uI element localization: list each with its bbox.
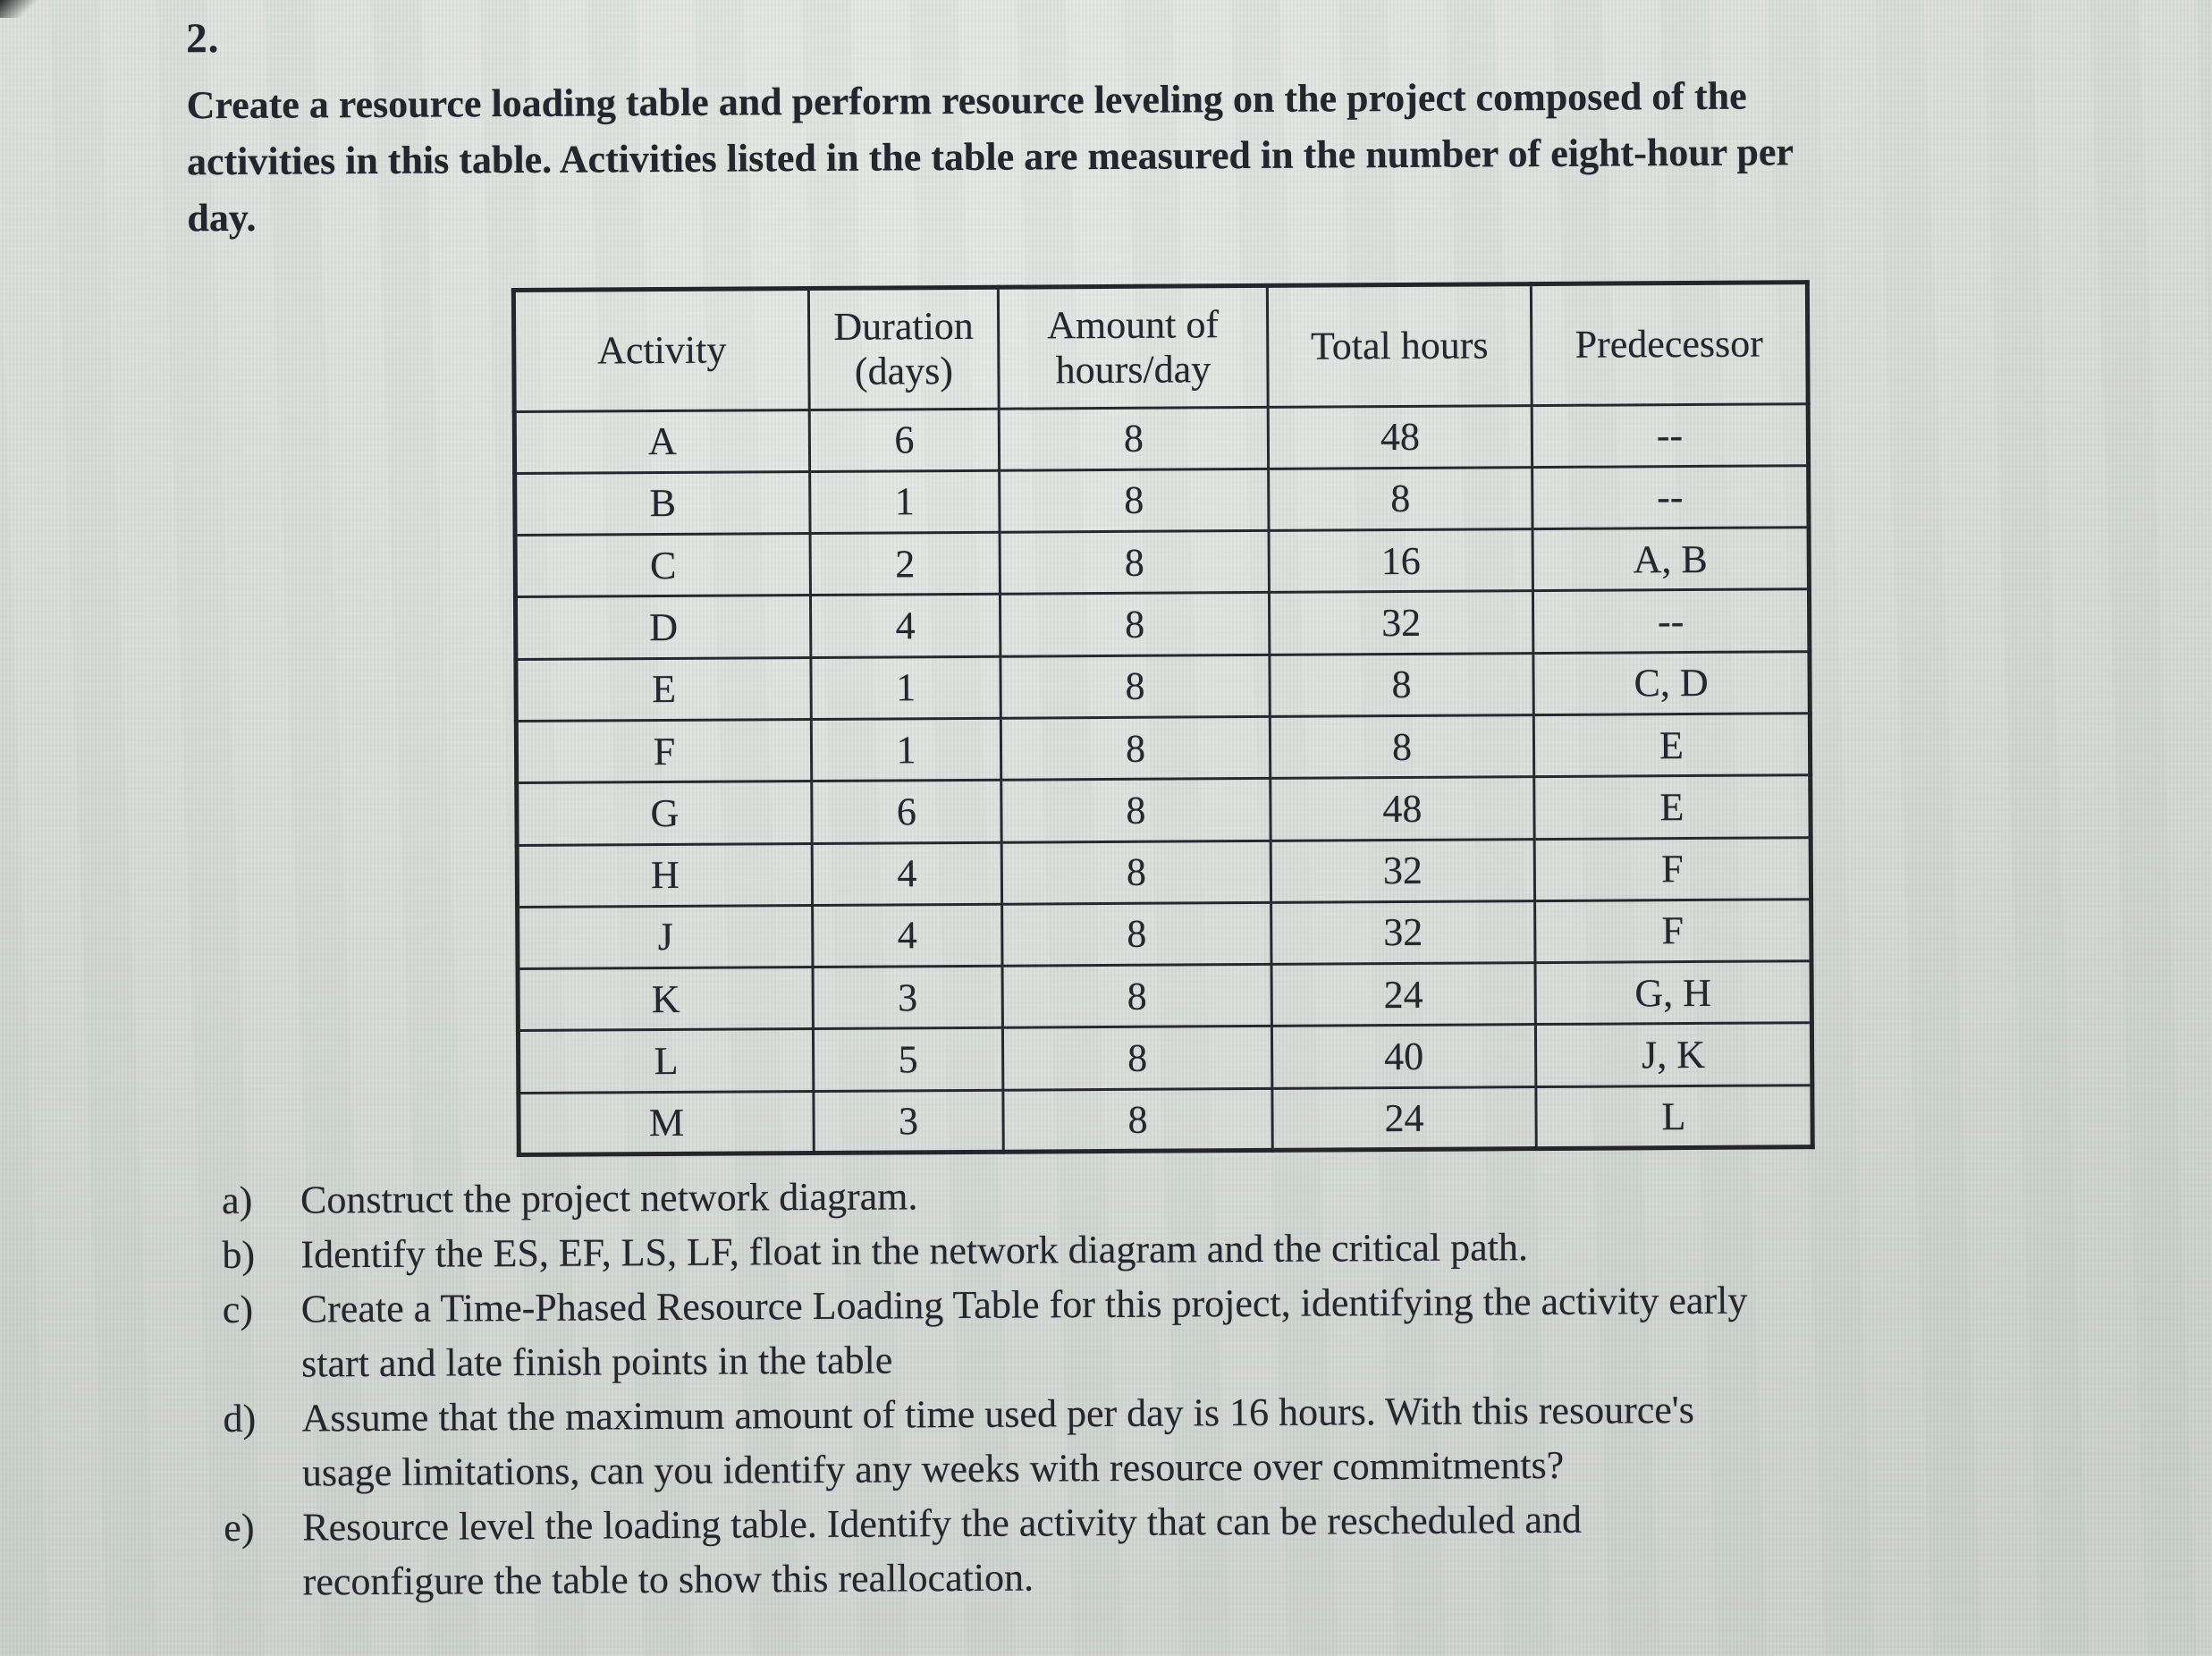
question-text: usage limitations, can you identify any weeks with resource over commitments? [301,1442,1565,1495]
cell-duration: 3 [814,1090,1003,1153]
question-label: c) [222,1287,254,1332]
cell-predecessor: -- [1532,466,1809,529]
table-row [517,837,1811,907]
activities-table [511,280,1815,1157]
cell-total-hours: 32 [1271,839,1534,902]
cell-predecessor: E [1534,775,1811,839]
cell-predecessor: L [1536,1085,1812,1148]
cell-hours-per-day: 8 [1002,964,1271,1027]
cell-hours-per-day: 8 [1003,1088,1272,1152]
problem-statement-line: day. [187,195,257,241]
question-label: e) [224,1505,255,1550]
question-text: Construct the project network diagram. [300,1174,918,1222]
cell-total-hours: 48 [1268,405,1532,469]
problem-statement-line: Create a resource loading table and perform resource leveling on the project composed of the [186,73,1747,128]
cell-hours-per-day: 8 [1000,469,1269,532]
cell-total-hours: 48 [1271,777,1534,841]
cell-duration: 5 [813,1028,1002,1092]
header-activity: Activity [513,289,809,412]
cell-duration: 4 [813,904,1002,967]
table-row [517,775,1811,845]
problem-number: 2. [185,15,220,63]
cell-activity: L [518,1029,813,1093]
cell-total-hours: 32 [1271,900,1535,964]
cell-hours-per-day: 8 [1000,593,1269,656]
cell-total-hours: 8 [1269,467,1532,530]
cell-predecessor: A, B [1532,528,1809,591]
cell-duration: 1 [811,656,1000,720]
question-list [222,1164,1750,1610]
cell-activity: B [515,471,810,535]
cell-predecessor: J, K [1535,1023,1811,1086]
question-item-c [223,1273,1748,1391]
cell-total-hours: 8 [1270,715,1533,779]
question-item-a [222,1164,1747,1228]
cell-hours-per-day: 8 [1000,655,1270,718]
cell-duration: 1 [810,470,1000,534]
table-row [518,961,1811,1031]
table-row [516,714,1810,783]
problem-statement-line: activities in this table. Activities listed in the table are measured in the number of eight-hour per [186,130,1794,184]
cell-total-hours: 32 [1269,591,1532,655]
cell-predecessor: -- [1532,403,1808,467]
cell-total-hours: 24 [1271,963,1535,1027]
question-item-b [222,1219,1747,1282]
cell-total-hours: 16 [1269,529,1532,593]
header-predecessor: Predecessor [1531,283,1808,405]
table-row [519,1085,1812,1154]
cell-hours-per-day: 8 [1001,779,1271,842]
header-total-hours: Total hours [1267,284,1532,407]
cell-total-hours: 40 [1271,1025,1535,1088]
cell-hours-per-day: 8 [1000,530,1269,594]
cell-predecessor: -- [1532,589,1809,653]
question-text: reconfigure the table to show this reallocation. [302,1555,1034,1604]
table-row [515,589,1809,659]
cell-duration: 2 [810,532,1000,596]
cell-activity: K [518,967,813,1031]
cell-predecessor: F [1534,837,1811,900]
table-row [516,651,1810,721]
cell-activity: J [518,905,813,968]
cell-activity: M [519,1091,814,1154]
cell-duration: 6 [812,780,1001,843]
problem-statement [186,67,1794,246]
table-header-row [513,283,1808,411]
cell-hours-per-day: 8 [1000,716,1270,780]
question-text: start and late finish points in the table [301,1338,893,1386]
cell-hours-per-day: 8 [1002,1027,1271,1090]
cell-total-hours: 8 [1270,653,1533,716]
cell-duration: 4 [812,842,1001,906]
cell-predecessor: F [1535,899,1811,962]
table-row [515,528,1809,597]
question-label: b) [222,1232,256,1278]
cell-predecessor: C, D [1533,651,1810,714]
cell-duration: 1 [811,718,1000,782]
header-duration: Duration (days) [808,287,999,410]
cell-duration: 3 [813,966,1002,1029]
question-text: Assume that the maximum amount of time used per day is 16 hours. With this resource's [301,1387,1695,1441]
question-label: d) [223,1396,257,1441]
cell-hours-per-day: 8 [1002,902,1271,966]
cell-total-hours: 24 [1272,1086,1536,1150]
table-row [515,466,1809,536]
question-text: Resource level the loading table. Identify the activity that can be rescheduled and [302,1497,1583,1550]
cell-activity: C [515,534,810,597]
cell-predecessor: G, H [1535,961,1811,1025]
question-label: a) [221,1178,253,1223]
cell-activity: A [514,410,809,473]
cell-activity: H [517,843,812,907]
cell-predecessor: E [1533,714,1810,777]
cell-activity: D [515,596,810,659]
question-item-e [224,1491,1749,1610]
table-row [514,403,1808,473]
cell-activity: F [516,719,811,782]
cell-duration: 4 [810,595,1000,658]
question-item-d [223,1382,1748,1500]
cell-hours-per-day: 8 [999,407,1268,470]
cell-hours-per-day: 8 [1001,841,1271,904]
cell-activity: E [516,657,811,721]
question-text: Create a Time-Phased Resource Loading Table for this project, identifying the activity early [300,1278,1748,1331]
cell-duration: 6 [809,409,999,472]
table-row [518,1023,1811,1093]
table-row [518,899,1811,968]
question-text: Identify the ES, EF, LS, LF, float in the network diagram and the critical path. [300,1225,1529,1277]
cell-activity: G [517,782,812,845]
header-hours-per-day: Amount of hours/day [998,285,1268,408]
